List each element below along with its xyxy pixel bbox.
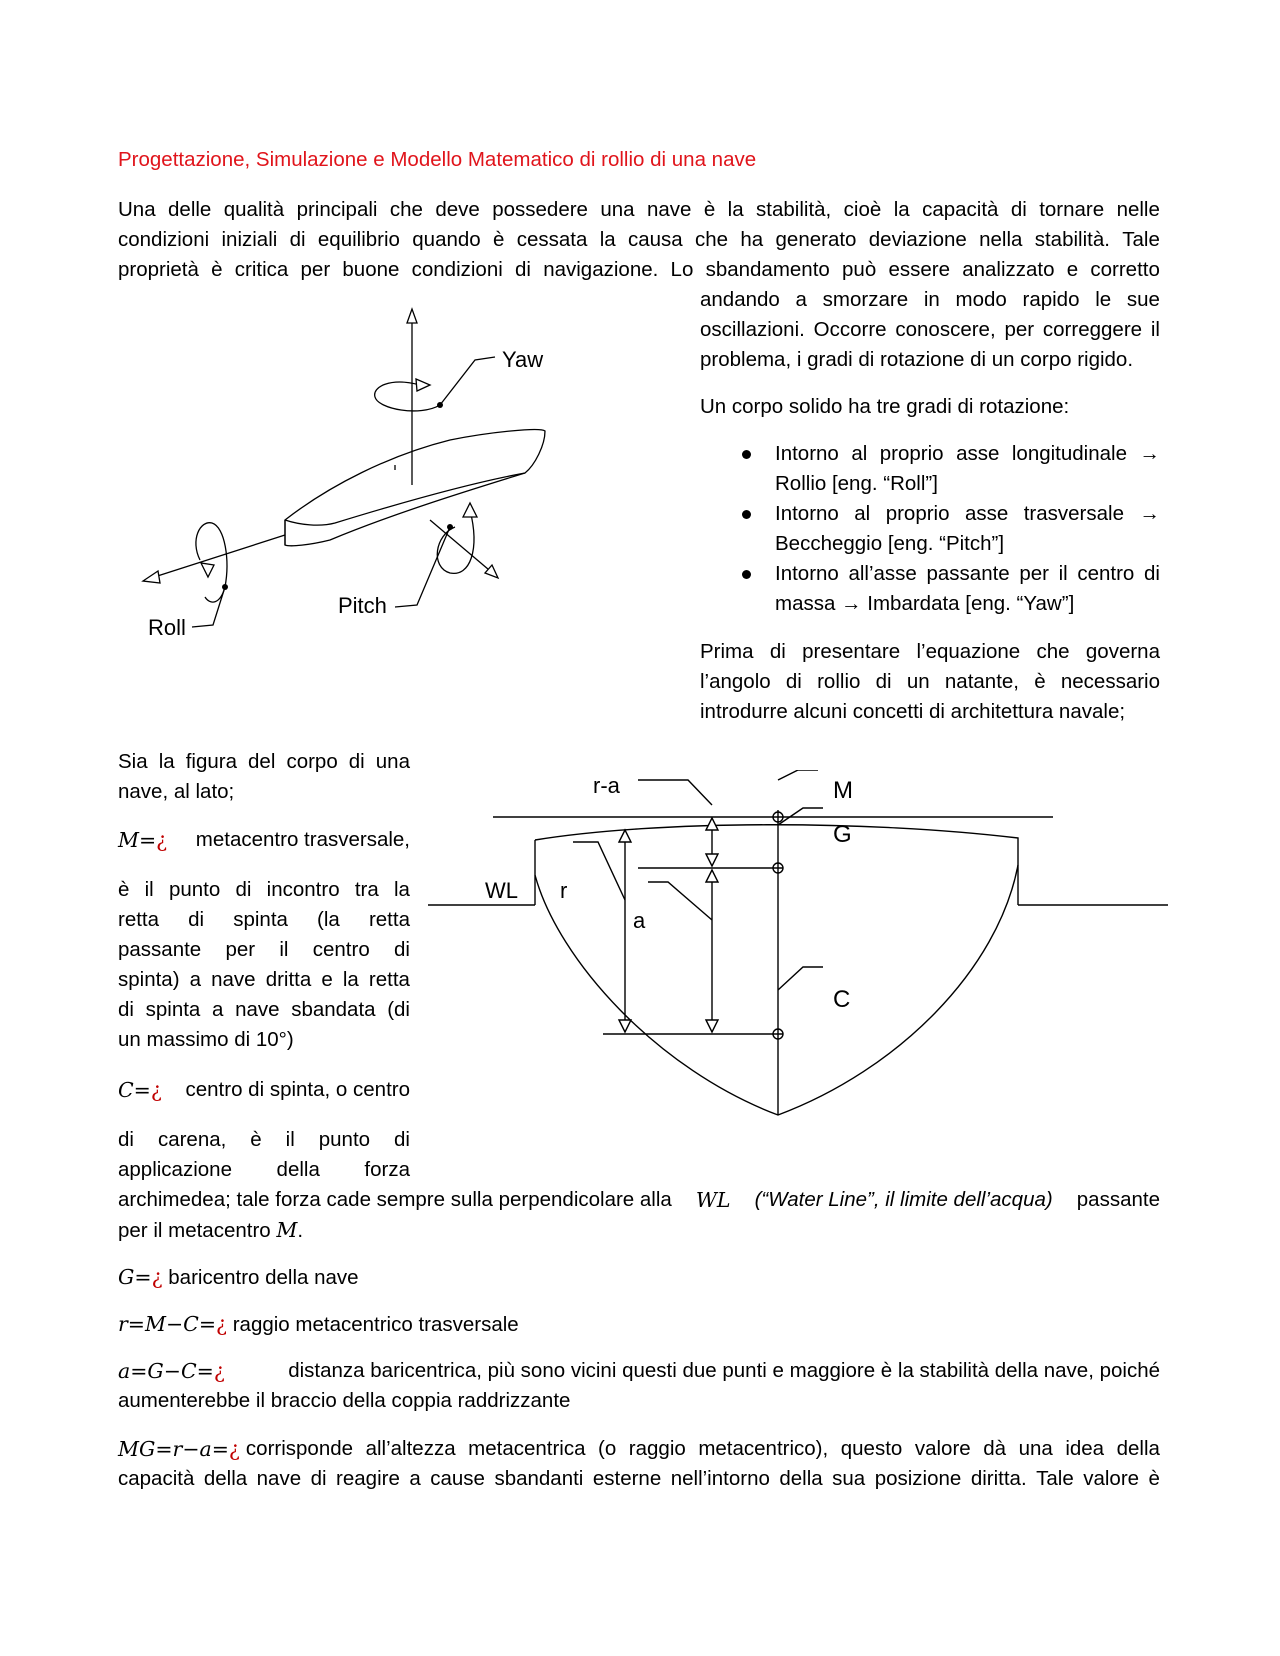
word: presentare xyxy=(802,640,901,663)
word: → xyxy=(1139,442,1160,465)
word: qualità xyxy=(223,198,285,221)
word: metacentrico), xyxy=(698,1437,829,1460)
a-inverted-question: ¿ xyxy=(213,1359,225,1383)
word: è xyxy=(211,258,223,281)
word: nelle xyxy=(1116,198,1160,221)
sia-line-2: nave, al lato; xyxy=(118,780,235,803)
sia-line-1 xyxy=(118,747,410,777)
word: navigazione. xyxy=(543,258,659,281)
word: Occorre xyxy=(813,318,887,341)
m-definition-line-5 xyxy=(118,965,410,995)
ship-rotation-figure xyxy=(130,305,560,675)
word: generato xyxy=(775,228,857,251)
word: ha xyxy=(740,228,764,251)
bullet-dot xyxy=(742,510,751,519)
word: rollio xyxy=(817,670,861,693)
word: è xyxy=(703,198,716,221)
c-definition-line-1 xyxy=(118,1075,410,1106)
word: della xyxy=(779,1467,823,1490)
word: Una xyxy=(118,198,156,221)
r-minus-a-label: r-a xyxy=(593,773,620,798)
word: centro xyxy=(1077,562,1135,585)
word: sue xyxy=(1126,288,1160,311)
word: posizione xyxy=(874,1467,962,1490)
word: punto xyxy=(318,1128,371,1151)
word: condizioni xyxy=(118,228,210,251)
word: (la xyxy=(317,908,340,931)
word: una xyxy=(600,198,635,221)
c-definition-line-2 xyxy=(118,1125,410,1155)
word: asse xyxy=(956,442,1000,465)
word: della xyxy=(1116,1437,1160,1460)
r-definition-text: raggio metacentrico trasversale xyxy=(232,1313,519,1336)
word: a xyxy=(795,288,807,311)
word: causa xyxy=(627,228,683,251)
word: possedere xyxy=(492,198,588,221)
word: deviazione xyxy=(868,228,967,251)
word: delle xyxy=(168,198,212,221)
word: è xyxy=(1148,1467,1160,1490)
word: oscillazioni. xyxy=(700,318,805,341)
word: cessata xyxy=(516,228,588,251)
mg-symbol: MG=r−a= xyxy=(118,1437,229,1461)
word: proprietà xyxy=(118,258,199,281)
word: Intorno xyxy=(775,502,839,525)
c-symbol: C= xyxy=(118,1078,151,1102)
word: e xyxy=(321,968,333,991)
word: il xyxy=(144,878,154,901)
word: l’equazione xyxy=(916,640,1021,663)
word: cause xyxy=(430,1467,485,1490)
word: natante, xyxy=(944,670,1019,693)
word: al xyxy=(851,442,868,465)
mg-definition-text xyxy=(246,1434,1160,1465)
word: principali xyxy=(296,198,378,221)
word: Tale xyxy=(1122,228,1160,251)
word: una xyxy=(375,750,410,773)
word: buone xyxy=(342,258,400,281)
word: di xyxy=(235,878,252,901)
word: di xyxy=(188,908,205,931)
yaw-label: Yaw xyxy=(502,347,544,372)
word: di xyxy=(1010,198,1027,221)
c-definition-line-5 xyxy=(118,1215,303,1246)
g-label: G xyxy=(833,821,852,848)
word: il xyxy=(1058,562,1068,585)
word: necessario xyxy=(1060,670,1160,693)
word: rapido xyxy=(1022,288,1080,311)
word: l’angolo xyxy=(700,670,771,693)
word: punto xyxy=(168,878,221,901)
word: la xyxy=(158,750,175,773)
word: corretto xyxy=(1090,258,1160,281)
c-definition-text-a: archimedea; tale forza cade sempre sulla perpendicolare alla xyxy=(118,1188,672,1211)
word: critica xyxy=(234,258,289,281)
word: trasversale xyxy=(1023,502,1124,525)
a-definition-line-2: aumenterebbe il braccio della coppia raddrizzante xyxy=(118,1389,571,1412)
c-definition-line-4 xyxy=(118,1185,1160,1215)
word: di xyxy=(348,750,365,773)
c-definition-text-d: per il metacentro xyxy=(118,1219,271,1242)
word: sbandata xyxy=(291,998,376,1021)
word: può xyxy=(842,258,877,281)
mg-inverted-question: ¿ xyxy=(228,1437,240,1461)
intro-line-2 xyxy=(118,225,1160,255)
bullet-3-line-1 xyxy=(775,559,1160,589)
word: esterne xyxy=(592,1467,662,1490)
a-symbol: a=G−C= xyxy=(118,1359,214,1383)
word: è xyxy=(493,228,505,251)
word: per xyxy=(1004,318,1035,341)
word: la xyxy=(599,228,616,251)
roll-label: Roll xyxy=(148,615,186,640)
word: il xyxy=(1150,318,1160,341)
word: a xyxy=(212,998,224,1021)
word: corpo xyxy=(286,750,338,773)
word: stabilità, xyxy=(756,198,832,221)
word: della xyxy=(276,1158,320,1181)
word: retta xyxy=(368,968,410,991)
word: della xyxy=(203,1467,248,1490)
word: smorzare xyxy=(822,288,909,311)
word: carena, xyxy=(157,1128,227,1151)
word: nave xyxy=(646,198,692,221)
word: analizzato xyxy=(962,258,1055,281)
r-symbol: r=M−C= xyxy=(118,1312,217,1336)
word: un xyxy=(906,670,930,693)
intro-line-1 xyxy=(118,195,1160,225)
mg-definition-line-2 xyxy=(118,1464,1160,1494)
word: di xyxy=(875,670,892,693)
word: di xyxy=(310,1467,327,1490)
word: spinta xyxy=(145,998,201,1021)
bullet-2-line-2: Beccheggio [eng. “Pitch”] xyxy=(775,532,1005,555)
r-inverted-question: ¿ xyxy=(216,1312,228,1336)
word: valore xyxy=(914,1437,971,1460)
word: di xyxy=(394,938,410,961)
pitch-label: Pitch xyxy=(338,593,387,618)
word: condizioni xyxy=(411,258,503,281)
word: centro xyxy=(312,938,370,961)
word: Sia xyxy=(118,750,148,773)
word: per xyxy=(225,938,256,961)
word: tra xyxy=(354,878,379,901)
word: che xyxy=(1036,640,1070,663)
word: figura xyxy=(185,750,237,773)
word: per xyxy=(1019,562,1049,585)
word: nave xyxy=(211,968,256,991)
word: all’asse xyxy=(848,562,917,585)
m-definition-line-1 xyxy=(118,825,410,856)
m-definition-line-4 xyxy=(118,935,410,965)
word: è xyxy=(250,1128,262,1151)
c-definition-line-3 xyxy=(118,1155,410,1185)
word: Tale xyxy=(1036,1467,1074,1490)
c-label: C xyxy=(833,986,851,1013)
word: raggio xyxy=(628,1437,686,1460)
word: proprio xyxy=(885,502,950,525)
word: incontro xyxy=(266,878,340,901)
g-definition-text: baricentro della nave xyxy=(168,1266,359,1289)
word: per xyxy=(300,258,331,281)
word: la xyxy=(393,878,410,901)
rotation-intro: Un corpo solido ha tre gradi di rotazione: xyxy=(700,395,1070,418)
word: di xyxy=(769,640,786,663)
m-symbol-inline: M xyxy=(276,1218,298,1242)
word: correggere xyxy=(1042,318,1143,341)
word: spinta) xyxy=(118,968,180,991)
word: Prima xyxy=(700,640,754,663)
word: questo xyxy=(840,1437,903,1460)
wl-label: WL xyxy=(485,878,518,903)
word: di xyxy=(515,258,531,281)
c-definition-period: . xyxy=(297,1219,304,1242)
a-label: a xyxy=(633,908,646,933)
r-label: r xyxy=(560,878,568,903)
word: a xyxy=(409,1467,421,1490)
word: (di xyxy=(387,998,410,1021)
word: di xyxy=(118,1128,134,1151)
word: Intorno xyxy=(775,442,839,465)
word: capacità xyxy=(922,198,999,221)
word: idea xyxy=(1065,1437,1105,1460)
word: è xyxy=(118,878,130,901)
word: passante xyxy=(926,562,1010,585)
word: corrisponde xyxy=(245,1437,354,1460)
g-inverted-question: ¿ xyxy=(151,1265,163,1289)
intro-line-4 xyxy=(700,285,1160,315)
m-definition-line-2 xyxy=(118,875,410,905)
word: di xyxy=(394,1128,410,1151)
word: dà xyxy=(983,1437,1007,1460)
word: la xyxy=(893,198,910,221)
bullet-1-line-2: Rollio [eng. “Roll”] xyxy=(775,472,938,495)
m-definition-text: metacentro trasversale, xyxy=(195,828,410,851)
word: capacità xyxy=(118,1467,195,1490)
wl-symbol: WL xyxy=(695,1188,731,1212)
word: la xyxy=(727,198,744,221)
word: che xyxy=(389,198,423,221)
word: sbandanti xyxy=(494,1467,584,1490)
word: tornare xyxy=(1039,198,1105,221)
prima-line-3: introdurre alcuni concetti di architettura navale; xyxy=(700,700,1126,723)
r-definition xyxy=(118,1309,519,1340)
c-definition-text-b: (“Water Line”, il limite dell’acqua) xyxy=(754,1188,1053,1211)
word: andando xyxy=(700,288,780,311)
word: nella xyxy=(979,228,1023,251)
word: che xyxy=(695,228,729,251)
word: di xyxy=(118,998,134,1021)
prima-line-2 xyxy=(700,667,1160,697)
a-definition-line-1 xyxy=(118,1356,1160,1387)
word: a xyxy=(189,968,202,991)
word: stabilità. xyxy=(1034,228,1110,251)
word: nave xyxy=(235,998,280,1021)
m-definition-line-3 xyxy=(118,905,410,935)
bullet-1-line-1 xyxy=(775,439,1160,469)
bullet-3-line-2: massa → Imbardata [eng. “Yaw”] xyxy=(775,592,1075,615)
prima-line-1 xyxy=(700,637,1160,667)
word: sua xyxy=(832,1467,866,1490)
word: (o xyxy=(598,1437,617,1460)
word: di xyxy=(785,670,802,693)
m-definition-line-6 xyxy=(118,995,410,1025)
m-inverted-question: ¿ xyxy=(156,828,168,852)
word: metacentrica xyxy=(468,1437,586,1460)
word: governa xyxy=(1085,640,1160,663)
word: passante xyxy=(118,938,202,961)
word: nell’intorno xyxy=(670,1467,770,1490)
word: diritta. xyxy=(970,1467,1027,1490)
word: retta xyxy=(118,908,160,931)
a-definition-text: distanza baricentrica, più sono vicini questi due punti e maggiore è la stabilità della nave, poiché xyxy=(288,1359,1160,1382)
metacentre-diagram xyxy=(428,770,1168,1120)
word: longitudinale xyxy=(1011,442,1127,465)
word: sbandamento xyxy=(705,258,830,281)
m-definition-line-7: un massimo di 10°) xyxy=(118,1028,294,1051)
word: → xyxy=(1139,502,1160,525)
m-label: M xyxy=(833,777,853,804)
word: in xyxy=(923,288,940,311)
word: proprio xyxy=(879,442,944,465)
c-definition-text: centro di spinta, o centro xyxy=(185,1078,410,1101)
word: forza xyxy=(364,1158,410,1181)
word: modo xyxy=(955,288,1007,311)
word: di xyxy=(289,228,306,251)
word: applicazione xyxy=(118,1158,232,1181)
word: deve xyxy=(435,198,480,221)
word: retta xyxy=(368,908,410,931)
word: all’altezza xyxy=(365,1437,456,1460)
word: equilibrio xyxy=(317,228,400,251)
word: al xyxy=(854,502,871,525)
word: una xyxy=(1018,1437,1053,1460)
word: le xyxy=(1095,288,1112,311)
word: cioè xyxy=(843,198,882,221)
word: Lo xyxy=(670,258,694,281)
word: del xyxy=(248,750,276,773)
document-title: Progettazione, Simulazione e Modello Matematico di rollio di una nave xyxy=(118,148,757,171)
bullet-2-line-1 xyxy=(775,499,1160,529)
c-inverted-question: ¿ xyxy=(150,1078,162,1102)
word: è xyxy=(1034,670,1046,693)
word: reagire xyxy=(336,1467,400,1490)
word: spinta xyxy=(233,908,288,931)
mg-definition-line-1 xyxy=(118,1434,1160,1465)
intro-line-5 xyxy=(700,315,1160,345)
word: conoscere, xyxy=(895,318,996,341)
word: asse xyxy=(964,502,1009,525)
intro-line-3 xyxy=(118,255,1160,285)
word: dritta xyxy=(265,968,312,991)
bullet-dot xyxy=(742,450,751,459)
intro-line-6: problema, i gradi di rotazione di un corpo rigido. xyxy=(700,348,1134,371)
word: nave xyxy=(256,1467,302,1490)
word: Intorno xyxy=(775,562,839,585)
word: il xyxy=(279,938,289,961)
c-definition-text-c: passante xyxy=(1076,1188,1160,1211)
g-symbol: G= xyxy=(118,1265,152,1289)
m-symbol: M= xyxy=(118,828,157,852)
word: quando xyxy=(412,228,481,251)
word: iniziali xyxy=(221,228,278,251)
word: e xyxy=(1066,258,1079,281)
word: essere xyxy=(888,258,950,281)
word: valore xyxy=(1083,1467,1140,1490)
word: di xyxy=(1143,562,1160,585)
bullet-dot xyxy=(742,570,751,579)
word: la xyxy=(342,968,359,991)
word: il xyxy=(285,1128,295,1151)
g-definition xyxy=(118,1262,359,1293)
